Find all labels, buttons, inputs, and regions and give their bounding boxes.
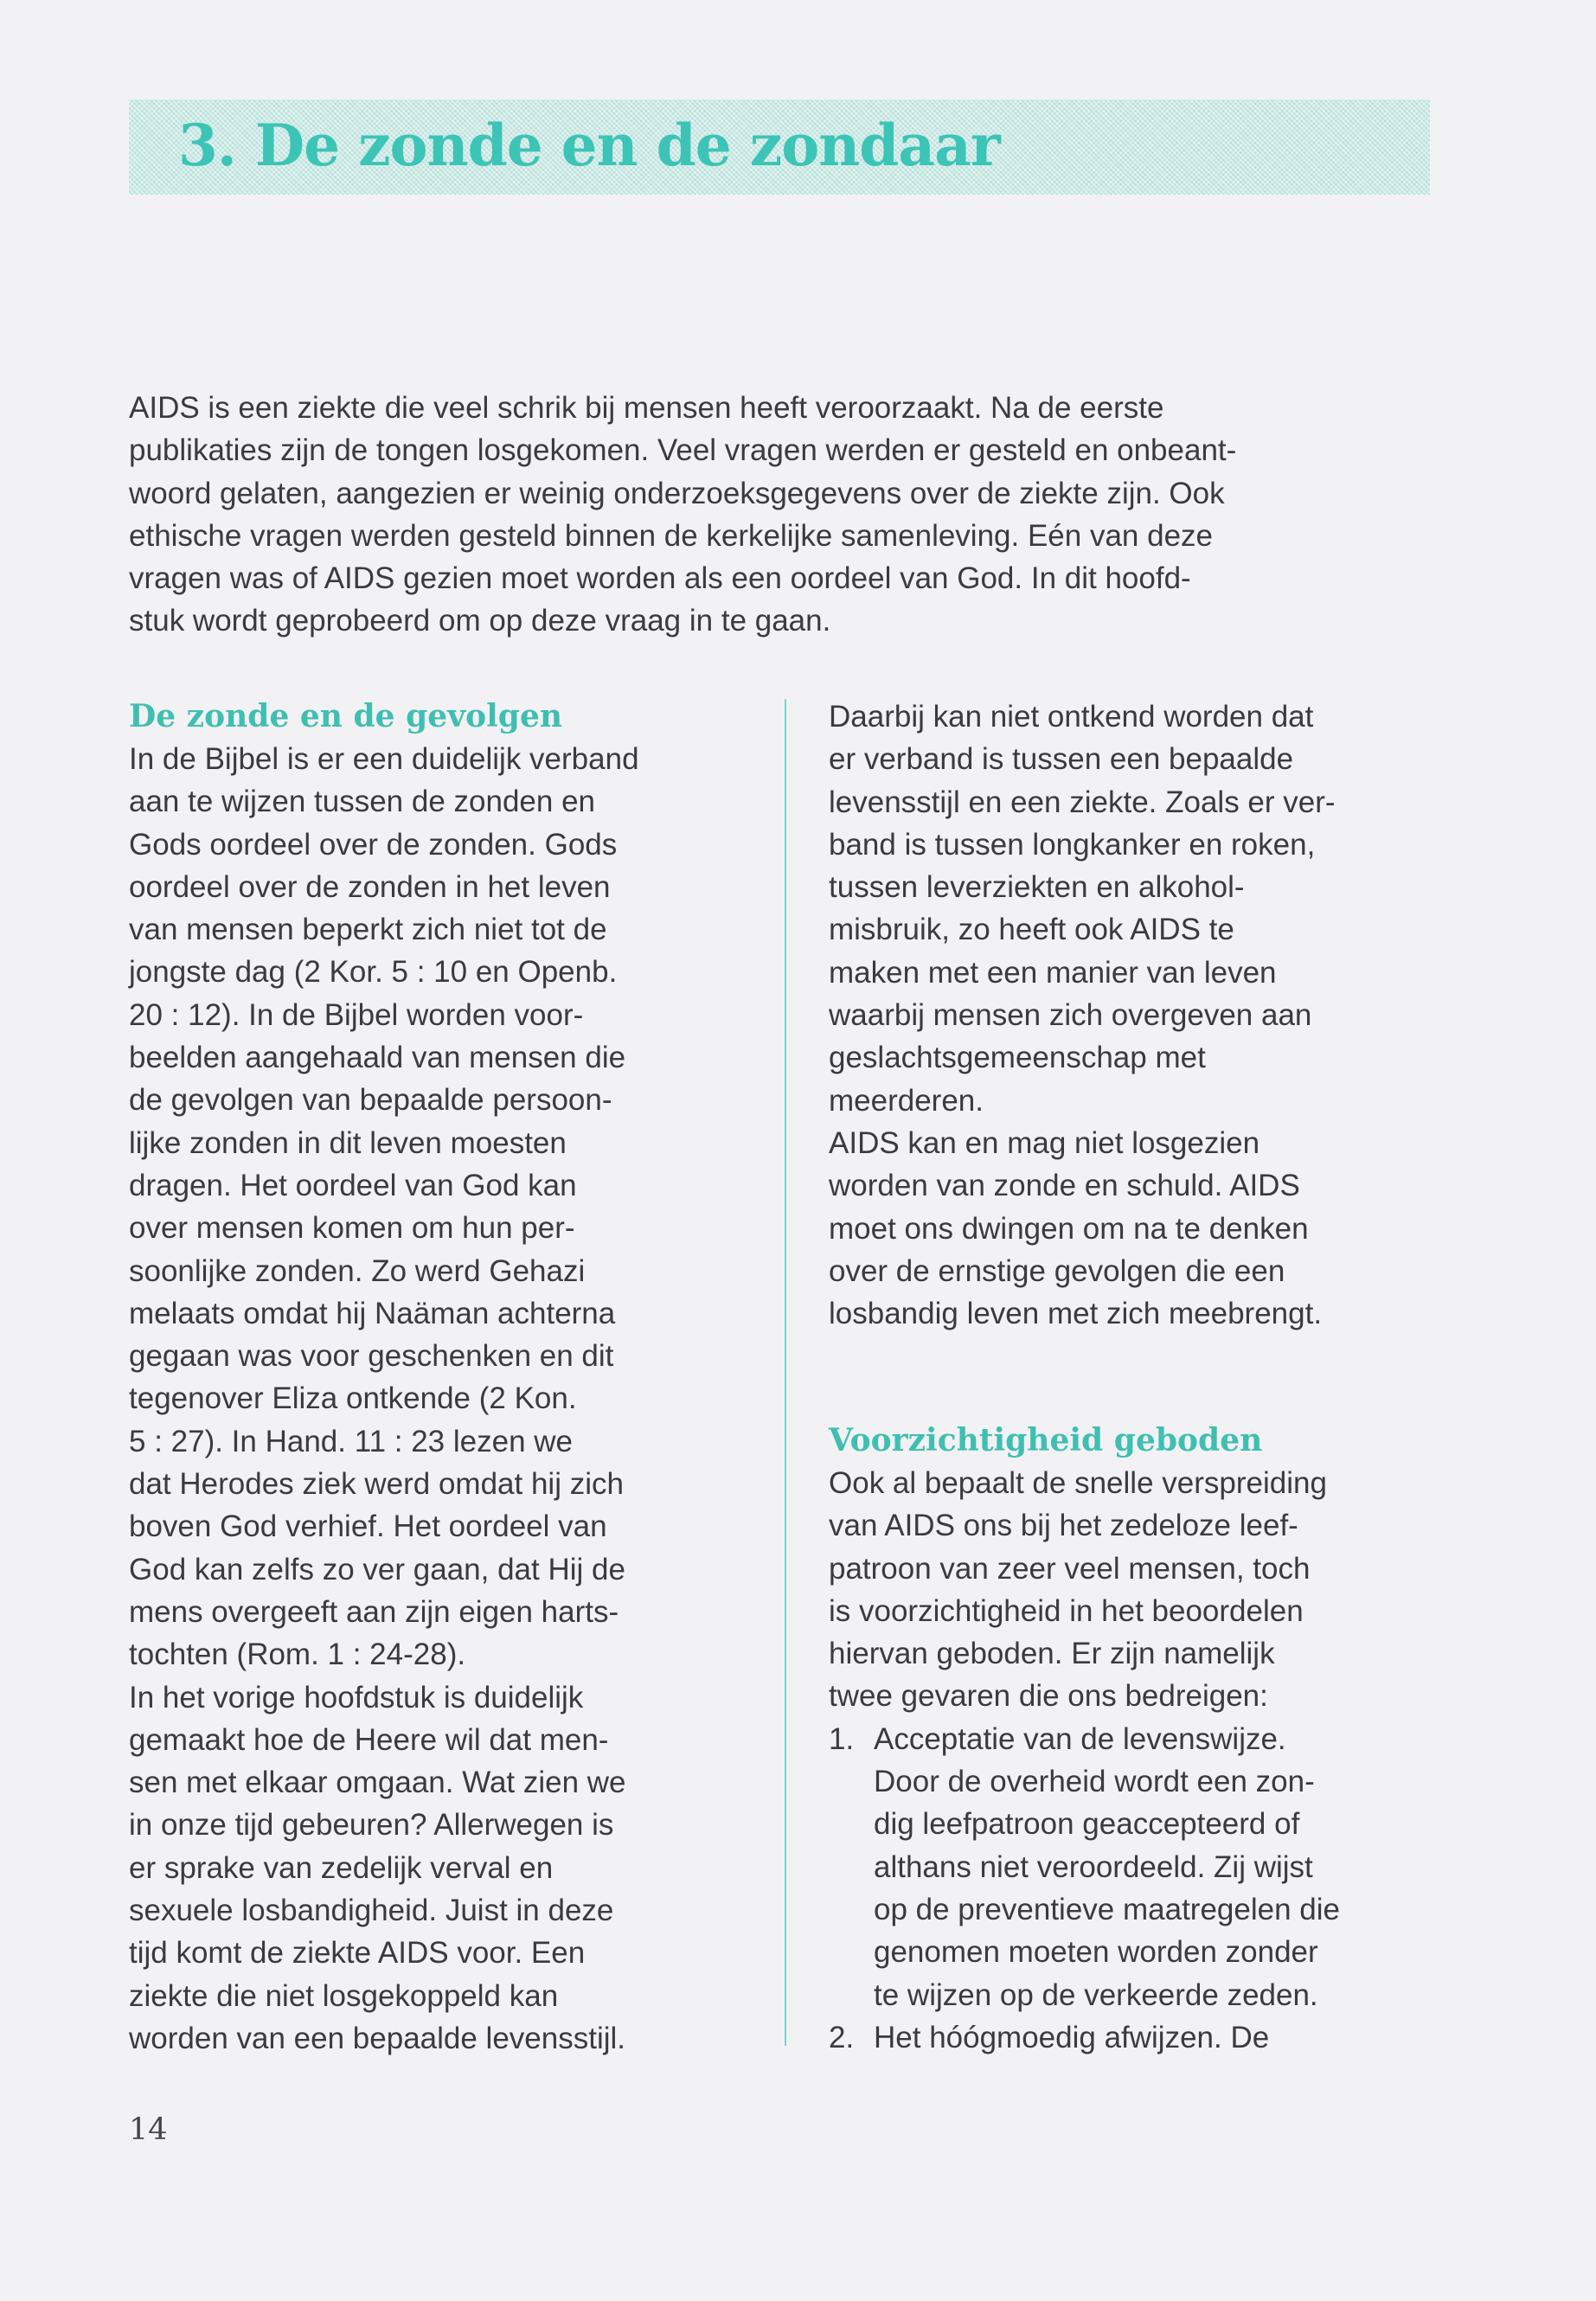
text-line: beelden aangehaald van mensen die: [129, 1041, 626, 1075]
text-line: worden van zonde en schuld. AIDS: [829, 1169, 1300, 1203]
text-line: boven God verhief. Het oordeel van: [129, 1509, 607, 1544]
text-line: van AIDS ons bij het zedeloze leef-: [829, 1509, 1298, 1543]
text-line: van mensen beperkt zich niet tot de: [129, 913, 607, 947]
text-line: AIDS kan en mag niet losgezien: [829, 1125, 1260, 1160]
intro-paragraph: [129, 387, 1435, 643]
text-line: althans niet veroordeeld. Zij wijst: [874, 1849, 1313, 1884]
text-line: Door de overheid wordt een zon-: [874, 1765, 1315, 1799]
section-heading-zonde-gevolgen: De zonde en de gevolgen: [129, 698, 563, 734]
text-line: misbruik, zo heeft ook AIDS te: [829, 913, 1234, 947]
text-line: te wijzen op de verkeerde zeden.: [874, 1977, 1318, 2012]
right-column-text-2: [829, 1462, 1452, 2059]
text-line: genomen moeten worden zonder: [874, 1935, 1318, 1970]
text-line: Gods oordeel over de zonden. Gods: [129, 827, 618, 862]
section-heading-voorzichtigheid: Voorzichtigheid geboden: [829, 1422, 1263, 1458]
list-item: [829, 1718, 1452, 2016]
chapter-title-band: [129, 99, 1430, 195]
text-line: er verband is tussen een bepaalde: [829, 742, 1294, 777]
text-line: Acceptatie van de levenswijze.: [874, 1721, 1286, 1756]
text-line: ethische vragen werden gesteld binnen de kerkelijke samenleving. Eén van deze: [129, 518, 1214, 553]
list-number: 1.: [829, 1721, 855, 1756]
text-line: Daarbij kan niet ontkend worden dat: [829, 700, 1314, 734]
text-line: 5 : 27). In Hand. 11 : 23 lezen we: [129, 1424, 574, 1458]
text-line: tussen leverziekten en alkohol-: [829, 870, 1245, 905]
text-line: God kan zelfs zo ver gaan, dat Hij de: [129, 1552, 625, 1586]
text-line: losbandig leven met zich meebrengt.: [829, 1297, 1323, 1331]
text-line: publikaties zijn de tongen losgekomen. Veel vragen werden er gesteld en onbeant-: [129, 433, 1237, 468]
text-line: woord gelaten, aangezien er weinig onderzoeksgegevens over de ziekte zijn. Ook: [129, 476, 1225, 510]
text-line: jongste dag (2 Kor. 5 : 10 en Openb.: [129, 955, 618, 990]
text-line: oordeel over de zonden in het leven: [129, 869, 611, 904]
text-line: vragen was of AIDS gezien moet worden als een oordeel van God. In dit hoofd-: [129, 561, 1191, 596]
text-line: sen met elkaar omgaan. Wat zien we: [129, 1766, 626, 1800]
text-line: tochten (Rom. 1 : 24-28).: [129, 1638, 466, 1672]
list-number: 2.: [829, 2020, 855, 2054]
list-item: [829, 2016, 1452, 2059]
right-column-text: [829, 695, 1452, 1335]
text-line: op de preventieve maatregelen die: [874, 1892, 1340, 1926]
text-line: band is tussen longkanker en roken,: [829, 827, 1316, 862]
text-line: gegaan was voor geschenken en dit: [129, 1339, 614, 1374]
text-line: stuk wordt geprobeerd om op deze vraag in te gaan.: [129, 604, 831, 638]
text-line: soonlijke zonden. Zo werd Gehazi: [129, 1253, 586, 1288]
text-line: aan te wijzen tussen de zonden en: [129, 785, 595, 819]
text-line: twee gevaren die ons bedreigen:: [829, 1679, 1268, 1714]
text-line: levensstijl en een ziekte. Zoals er ver-: [829, 785, 1336, 819]
text-line: mens overgeeft aan zijn eigen harts-: [129, 1594, 619, 1629]
text-line: worden van een bepaalde levensstijl.: [129, 2021, 625, 2055]
text-line: 20 : 12). In de Bijbel worden voor-: [129, 997, 584, 1032]
text-line: In de Bijbel is er een duidelijk verband: [129, 742, 639, 776]
text-line: tegenover Eliza ontkende (2 Kon.: [129, 1381, 577, 1416]
left-column-text: [129, 738, 752, 2060]
text-line: waarbij mensen zich overgeven aan: [829, 998, 1312, 1033]
text-line: In het vorige hoofdstuk is duidelijk: [129, 1680, 584, 1715]
text-line: dragen. Het oordeel van God kan: [129, 1168, 577, 1202]
column-divider: [785, 699, 786, 2046]
text-line: AIDS is een ziekte die veel schrik bij mensen heeft veroorzaakt. Na de eerste: [129, 391, 1164, 425]
text-line: in onze tijd gebeuren? Allerwegen is: [129, 1808, 614, 1843]
text-line: moet ons dwingen om na te denken: [829, 1211, 1309, 1246]
text-line: Ook al bepaalt de snelle verspreiding: [829, 1466, 1327, 1500]
page-number: 14: [129, 2112, 168, 2147]
text-line: tijd komt de ziekte AIDS voor. Een: [129, 1936, 586, 1971]
text-line: over mensen komen om hun per-: [129, 1211, 575, 1246]
text-line: sexuele losbandigheid. Juist in deze: [129, 1894, 614, 1928]
text-line: maken met een manier van leven: [829, 955, 1277, 990]
text-line: over de ernstige gevolgen die een: [829, 1253, 1285, 1288]
text-line: geslachtsgemeenschap met: [829, 1041, 1206, 1075]
text-line: is voorzichtigheid in het beoordelen: [829, 1593, 1304, 1628]
text-line: dat Herodes ziek werd omdat hij zich: [129, 1467, 624, 1502]
text-line: meerderen.: [829, 1083, 984, 1118]
text-line: melaats omdat hij Naäman achterna: [129, 1296, 616, 1330]
text-line: dig leefpatroon geaccepteerd of: [874, 1807, 1300, 1842]
text-line: patroon van zeer veel mensen, toch: [829, 1551, 1311, 1586]
text-line: Het hóógmoedig afwijzen. De: [874, 2020, 1270, 2054]
text-line: ziekte die niet losgekoppeld kan: [129, 1978, 559, 2013]
text-line: hiervan geboden. Er zijn namelijk: [829, 1637, 1275, 1671]
text-line: er sprake van zedelijk verval en: [129, 1850, 554, 1885]
text-line: lijke zonden in dit leven moesten: [129, 1125, 567, 1160]
text-line: gemaakt hoe de Heere wil dat men-: [129, 1722, 609, 1757]
chapter-title: 3. De zonde en de zondaar: [178, 112, 1000, 179]
text-line: de gevolgen van bepaalde persoon-: [129, 1083, 612, 1118]
